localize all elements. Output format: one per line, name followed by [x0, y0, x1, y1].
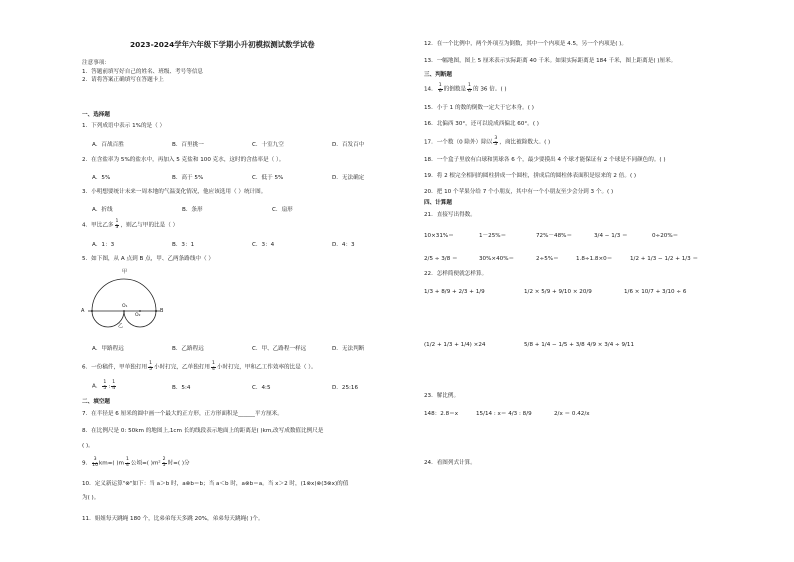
numerator: 1	[125, 457, 129, 462]
question-2: 2．在含盐率为 5%的盐水中，再加入 5 克盐和 100 克水，这时的含盐率是（ ）。	[82, 157, 285, 163]
denominator: 5	[149, 366, 153, 372]
option: A．折线	[92, 207, 113, 213]
fraction	[493, 137, 498, 147]
question-text: 时=( )分	[167, 460, 190, 467]
two-paths-figure	[84, 268, 164, 334]
fraction	[111, 381, 116, 391]
fraction	[125, 458, 130, 468]
option: A．5%	[92, 175, 111, 181]
fraction	[115, 220, 120, 230]
question-15: 15．小于 1 的数的倒数一定大于它本身。( )	[424, 105, 534, 111]
figure-label-a: A	[81, 308, 85, 314]
option: C．3：4	[252, 242, 275, 248]
section-heading: 二、填空题	[82, 399, 110, 405]
option: A． $\frac{1}{5}$ : $\frac{1}{4}$	[92, 380, 116, 391]
question-number: 9．	[82, 460, 92, 467]
fraction	[92, 458, 98, 468]
option: B．5:4	[172, 385, 191, 391]
question-8: 8．在比例尺是 0: 50km 的地图上,1cm 长的线段表示地面上的距离是( )km,改写成数值比例尺是	[82, 428, 324, 434]
mental-calc-item: 1－25%＝	[479, 233, 507, 239]
denominator: 10	[92, 462, 99, 468]
denominator: 5	[103, 385, 107, 391]
question-text: 的倒数是	[443, 86, 467, 93]
option: D．25:16	[332, 385, 359, 391]
point-a	[91, 310, 93, 312]
denominator: 5	[162, 462, 166, 468]
numerator: 1	[438, 83, 442, 88]
point-b	[155, 310, 157, 312]
numerator: 1	[112, 380, 116, 385]
denominator: 3	[115, 224, 119, 230]
option: C．4:5	[252, 385, 271, 391]
question-18: 18．一个盒子里放有白球和黑球各 6 个，最少要摸出 4 个球才能保证有 2 个球是不同颜色的。( )	[424, 157, 666, 163]
mental-calc-item: 3/4 − 1/3 ＝	[594, 233, 628, 239]
mental-calc-item: 1.8÷1.8×0＝	[576, 256, 613, 262]
question-text: 6．一份稿件，甲单独打用	[82, 364, 148, 371]
option: D．无法判断	[332, 346, 365, 352]
option: D．4：3	[332, 242, 355, 248]
question-19: 19．将 2 根完全相同的圆柱拼成一个圆柱，拼成后的圆柱体表面积是原来的 2 倍。( )	[424, 173, 637, 179]
numerator: 1	[149, 361, 153, 366]
proportion-item: 15/14 : x＝ 4/3 : 8/9	[476, 411, 532, 417]
question-23: 23．解比例。	[424, 393, 460, 399]
figure-label-b: B	[160, 308, 164, 314]
exam-title: 2023-2024学年六年级下学期小升初模拟测试数学试卷	[130, 40, 315, 49]
section-heading: 三、判断题	[424, 72, 452, 78]
numerator: 3	[93, 457, 97, 462]
question-text: ，则乙与甲的比是（ ）	[120, 222, 179, 229]
question-4	[82, 220, 178, 230]
center-o2	[139, 310, 141, 312]
numerator: 1	[211, 361, 215, 366]
mental-calc-item: 30%×40%＝	[479, 256, 515, 262]
fraction	[438, 84, 443, 94]
denominator: 4	[125, 462, 129, 468]
option: A．百战百胜	[92, 142, 124, 148]
notes-item: 1．答题前填写好自己的姓名、班级、考号等信息	[82, 69, 204, 75]
question-13: 13．一幅地图，图上 5 厘米表示实际距离 40 千米。如果实际距离是 184 千米，图上距离是( )厘米。	[424, 58, 677, 64]
center-o1	[123, 310, 125, 312]
numerator: 1	[103, 380, 107, 385]
question-16: 16．北偏西 30°，还可以说成西偏北 60°。( )	[424, 121, 539, 127]
notes-heading: 注意事项：	[82, 60, 110, 66]
option: B．乙路程远	[172, 346, 204, 352]
option: C．低于 5%	[252, 175, 284, 181]
numerator: 3	[494, 136, 498, 141]
option: A．1：3	[92, 242, 115, 248]
mental-calc-item: 1/2 + 1/3 − 1/2 + 1/3 ＝	[630, 256, 699, 262]
question-text: 小时打完，甲和乙工作效率的比是（ ）。	[216, 364, 317, 371]
notes-item: 2．请将答案正确填写在答题卡上	[82, 77, 164, 83]
denominator: 5	[494, 141, 498, 147]
denominator: 6	[468, 88, 471, 94]
question-12: 12．在一个比例中，两个外项互为倒数，其中一个内项是 4.5，另一个内项是( )。	[424, 41, 627, 47]
question-text: 17．一个数（0 除外）除以	[424, 139, 493, 146]
fraction	[102, 381, 107, 391]
fraction	[148, 362, 153, 372]
question-24: 24．看图列式计算。	[424, 460, 476, 466]
mental-calc-item: 10×31%＝	[424, 233, 454, 239]
option: D．无法确定	[332, 175, 365, 181]
denominator: 6	[438, 88, 442, 94]
simplify-item: 5/8 + 1/4 − 1/5 + 3/8	[524, 342, 585, 348]
section-heading: 四、计算题	[424, 200, 452, 206]
option: C．甲、乙路程一样远	[252, 346, 307, 352]
figure-label-o2: O₂	[135, 313, 141, 318]
mental-calc-item: 2/5 ÷ 3/8 ＝	[424, 256, 458, 262]
simplify-item: 1/6 × 10/7 + 3/10 ÷ 6	[624, 289, 687, 295]
option: C．扇形	[272, 207, 293, 213]
question-14	[424, 84, 507, 94]
figure-label-bottom: 乙	[118, 323, 124, 329]
denominator: 4	[112, 385, 116, 391]
figure-label-o1: O₁	[122, 304, 128, 309]
fraction	[467, 84, 472, 94]
question-20: 20．把 10 个苹果分给 7 个小朋友，其中有一个小朋友至少会分到 3 个。( )	[424, 189, 614, 195]
question-text: 的 36 倍。( )	[472, 86, 507, 93]
simplify-item: 1/2 × 5/9 + 9/10 × 20/9	[524, 289, 592, 295]
proportion-item: 148：2.8＝x	[424, 411, 459, 417]
question-number: 14．	[424, 86, 437, 93]
simplify-item: (1/2 + 1/3 + 1/4) ×24	[424, 342, 486, 348]
mental-calc-item: 2÷5%＝	[536, 256, 559, 262]
fraction	[211, 362, 216, 372]
question-5: 5．如下图，从 A 点到 B 点，甲、乙两条路线中（ ）	[82, 256, 214, 262]
question-3: 3．小明想要统计未来一周本地的气温变化情况，他应该选用（ ）统计图。	[82, 189, 267, 195]
option: D．百发百中	[332, 142, 365, 148]
question-text: ，商比被除数大。( )	[499, 139, 551, 146]
figure-label-top: 甲	[122, 269, 128, 275]
section-heading: 一、选择题	[82, 112, 110, 118]
question-21: 21．直接写出得数。	[424, 212, 476, 218]
option: B．高于 5%	[172, 175, 204, 181]
question-22: 22．怎样简便就怎样算。	[424, 271, 488, 277]
option: A．甲路程远	[92, 346, 124, 352]
option: B．条形	[182, 207, 203, 213]
question-17	[424, 137, 550, 147]
numerator: 1	[115, 219, 119, 224]
question-1: 1．下列成语中表示 1%的是（ ）	[82, 123, 166, 129]
option-letter: A．	[92, 383, 102, 390]
denominator: 4	[211, 366, 215, 372]
question-text: 4．甲比乙多	[82, 222, 114, 229]
numerator: 2	[162, 457, 166, 462]
question-10-cont: 为( )。	[82, 495, 100, 501]
question-text: km=( )m	[99, 460, 124, 467]
question-11: 11．姐姐每天跳绳 180 个，比弟弟每天多跳 20%，弟弟每天跳绳( )个。	[82, 516, 264, 522]
fraction	[162, 458, 167, 468]
mental-calc-item: 0÷20%＝	[652, 233, 679, 239]
question-6	[82, 362, 317, 372]
simplify-item: 1/3 + 8/9 + 2/3 + 1/9	[424, 289, 485, 295]
question-10: 10．定义新运算"⊗"如下：当 a＞b 时，a⊗b＝b；当 a＜b 时，a⊗b＝a。当 x＞2 时，(1⊗x)⊗(3⊗x)的值	[82, 481, 349, 487]
question-9	[82, 458, 190, 468]
proportion-item: 2/x ＝ 0.42/x	[554, 411, 590, 417]
simplify-item: 4/9 × 3/4 ÷ 9/11	[587, 342, 635, 348]
option: B．3：1	[172, 242, 195, 248]
option: B．百里挑一	[172, 142, 204, 148]
mental-calc-item: 72%－48%＝	[536, 233, 573, 239]
question-7: 7．在半径是 6 厘米的圆中画一个最大的正方形，正方形面积是______平方厘米。	[82, 411, 283, 417]
question-text: 小时打完，乙单独打用	[154, 364, 210, 371]
question-text: 公顷=( )m²	[130, 460, 161, 467]
option: C．十室九空	[252, 142, 284, 148]
numerator: 1	[468, 83, 471, 88]
question-8-cont: ( )。	[82, 443, 94, 449]
